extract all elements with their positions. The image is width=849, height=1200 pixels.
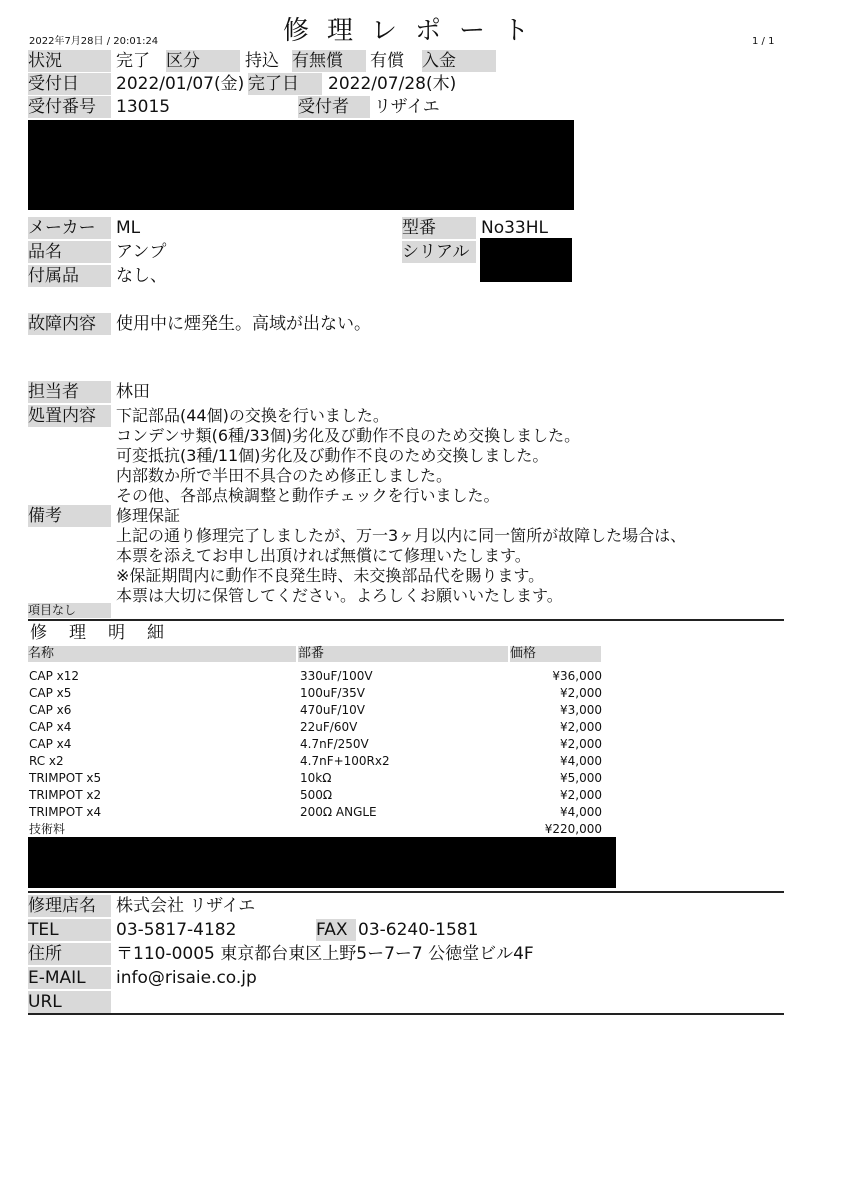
table-row-name: RC x2 <box>29 754 64 768</box>
table-row-price: ¥4,000 <box>560 805 602 819</box>
table-row-part: 500Ω <box>300 788 333 802</box>
shop-name-label: 修理店名 <box>28 895 111 917</box>
table-row-price: ¥5,000 <box>560 771 602 785</box>
category-label: 区分 <box>166 50 240 72</box>
fax-value: 03-6240-1581 <box>358 920 479 940</box>
model-value: No33HL <box>481 218 549 238</box>
table-row-part: 100uF/35V <box>300 686 365 700</box>
accessory-label: 付属品 <box>28 265 111 287</box>
table-row-price: ¥2,000 <box>560 788 602 802</box>
table-row-name: CAP x5 <box>29 686 72 700</box>
paid-value: 有償 <box>370 51 404 71</box>
table-row-part: 4.7nF+100Rx2 <box>300 754 390 768</box>
person-label: 担当者 <box>28 381 111 403</box>
col-price-header: 価格 <box>510 646 601 662</box>
remarks-line: 修理保証 <box>116 506 181 525</box>
email-label: E-MAIL <box>28 967 111 989</box>
completed-date-label: 完了日 <box>248 73 322 95</box>
table-row-price: ¥2,000 <box>560 737 602 751</box>
person-value: 林田 <box>116 382 150 402</box>
table-row-name: CAP x4 <box>29 737 72 751</box>
table-row-part: 4.7nF/250V <box>300 737 369 751</box>
remarks-line: 本票を添えてお申し出頂ければ無償にて修理いたします。 <box>116 546 531 565</box>
shop-name-value: 株式会社 リザイエ <box>116 896 256 916</box>
table-row-price: ¥2,000 <box>560 686 602 700</box>
remarks-line: ※保証期間内に動作不良発生時、未交換部品代を賜ります。 <box>116 566 545 585</box>
col-name-header: 名称 <box>28 646 296 662</box>
treatment-line: 内部数か所で半田不具合のため修正しました。 <box>116 466 453 485</box>
table-row-part: 22uF/60V <box>300 720 358 734</box>
table-row-part: 470uF/10V <box>300 703 365 717</box>
email-value: info@risaie.co.jp <box>116 968 257 988</box>
divider <box>28 619 784 621</box>
table-row-price: ¥3,000 <box>560 703 602 717</box>
table-row-price: ¥36,000 <box>552 669 602 683</box>
url-label: URL <box>28 991 111 1013</box>
redacted-customer-info <box>28 120 574 210</box>
remarks-line: 上記の通り修理完了しましたが、万一3ヶ月以内に同一箇所が故障した場合は、 <box>116 526 687 545</box>
table-row-part: 330uF/100V <box>300 669 373 683</box>
table-row-name: TRIMPOT x2 <box>29 788 102 802</box>
table-row-name: TRIMPOT x5 <box>29 771 102 785</box>
tel-value: 03-5817-4182 <box>116 920 237 940</box>
reception-staff-label: 受付者 <box>298 96 370 118</box>
page-number: 1 / 1 <box>752 36 775 47</box>
status-label: 状況 <box>28 50 111 72</box>
divider <box>28 891 784 893</box>
accessory-value: なし、 <box>116 266 167 286</box>
product-name-value: アンプ <box>116 242 167 262</box>
maker-value: ML <box>116 218 141 238</box>
treatment-line: その他、各部点検調整と動作チェックを行いました。 <box>116 486 500 505</box>
reception-number-label: 受付番号 <box>28 96 111 118</box>
reception-staff-value: リザイエ <box>374 97 440 117</box>
divider <box>28 1013 784 1015</box>
fault-label: 故障内容 <box>28 313 111 335</box>
received-date-label: 受付日 <box>28 73 111 95</box>
table-row-name: CAP x6 <box>29 703 72 717</box>
treatment-line: 下記部品(44個)の交換を行いました。 <box>116 406 389 425</box>
serial-label: シリアル <box>402 241 476 263</box>
fax-label: FAX <box>316 919 356 941</box>
address-value: 〒110-0005 東京都台東区上野5ー7ー7 公徳堂ビル4F <box>116 944 534 964</box>
paid-label: 有無償 <box>292 50 366 72</box>
category-value: 持込 <box>245 51 279 71</box>
table-row-name: TRIMPOT x4 <box>29 805 102 819</box>
table-row-price: ¥4,000 <box>560 754 602 768</box>
table-row-name: CAP x4 <box>29 720 72 734</box>
remarks-line: 本票は大切に保管してください。よろしくお願いいたします。 <box>116 586 563 605</box>
table-row-name: CAP x12 <box>29 669 80 683</box>
details-title: 修理明細 <box>30 623 186 643</box>
treatment-line: コンデンサ類(6種/33個)劣化及び動作不良のため交換しました。 <box>116 426 581 445</box>
redacted-serial <box>480 238 572 282</box>
col-part-header: 部番 <box>298 646 508 662</box>
address-label: 住所 <box>28 943 111 965</box>
received-date-value: 2022/01/07(金) <box>116 74 245 94</box>
item-none-label: 項目なし <box>28 603 111 618</box>
completed-date-value: 2022/07/28(木) <box>328 74 457 94</box>
fault-value: 使用中に煙発生。高域が出ない。 <box>116 314 371 334</box>
tel-label: TEL <box>28 919 111 941</box>
table-row-price: ¥2,000 <box>560 720 602 734</box>
table-row-name: 技術料 <box>29 822 66 836</box>
table-row-price: ¥220,000 <box>544 822 602 836</box>
table-row-part: 10kΩ <box>300 771 332 785</box>
print-datetime: 2022年7月28日 / 20:01:24 <box>29 36 159 47</box>
page-title: 修理レポート <box>283 16 548 46</box>
status-value: 完了 <box>116 51 150 71</box>
reception-number-value: 13015 <box>116 97 171 117</box>
product-name-label: 品名 <box>28 241 111 263</box>
treatment-line: 可変抵抗(3種/11個)劣化及び動作不良のため交換しました。 <box>116 446 549 465</box>
treatment-label: 処置内容 <box>28 405 111 427</box>
remarks-label: 備考 <box>28 505 111 527</box>
table-row-part: 200Ω ANGLE <box>300 805 377 819</box>
model-label: 型番 <box>402 217 476 239</box>
maker-label: メーカー <box>28 217 111 239</box>
redacted-total <box>28 837 616 888</box>
payment-label: 入金 <box>422 50 496 72</box>
